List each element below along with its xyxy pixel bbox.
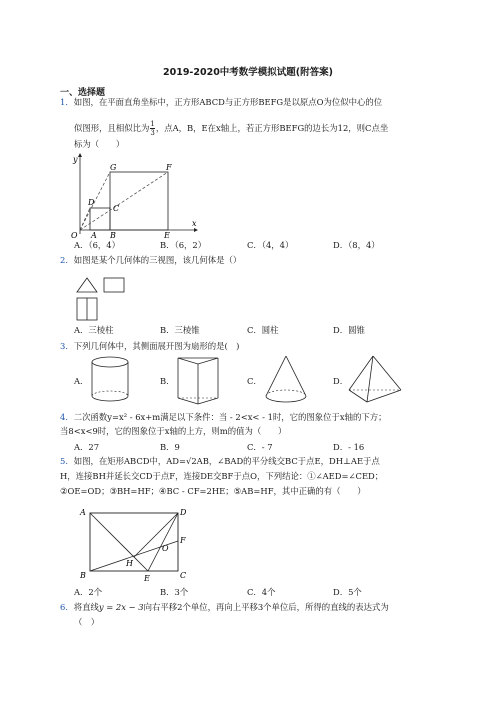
- q3-option-c[interactable]: C．: [247, 376, 262, 386]
- q1-line2: 似图形，且相似比为 $\frac{1}{3}$ ，点A，B，E在x轴上，若正方形BEFG的边长为12，则C点坐: [74, 120, 389, 137]
- q3-option-a[interactable]: A．: [74, 376, 89, 386]
- cone-shape: [262, 352, 310, 408]
- page-title: 2019-2020中考数学模拟试题(附答案): [162, 67, 333, 78]
- q5-option-a[interactable]: A．2个: [74, 587, 103, 597]
- svg-text:B: B: [110, 231, 116, 238]
- q5-option-d[interactable]: D．5个: [333, 587, 362, 597]
- q1-figure: [70, 152, 200, 238]
- q5-number: 5．: [60, 456, 74, 466]
- q4-line1: 4．二次函数y=x² - 6x+m满足以下条件：当 - 2<x< - 1时，它的图象位于x轴的下方；: [60, 412, 387, 422]
- svg-text:G: G: [110, 163, 117, 172]
- q2-option-a[interactable]: A．三棱柱: [74, 325, 114, 335]
- q3-number: 3．: [60, 341, 74, 351]
- q2-number: 2．: [60, 255, 74, 265]
- q2-option-d[interactable]: D．圆锥: [333, 325, 365, 335]
- svg-text:y: y: [73, 155, 78, 164]
- svg-text:E: E: [144, 574, 150, 583]
- q2-line: 2．如图是某个几何体的三视图，该几何体是（）: [60, 255, 242, 265]
- triangular-prism-shape: [174, 352, 222, 408]
- svg-text:x: x: [192, 219, 197, 228]
- q6-number: 6．: [60, 602, 74, 612]
- q4-number: 4．: [60, 412, 74, 422]
- q1-option-c[interactable]: C．（4，4）: [247, 240, 294, 250]
- svg-text:A: A: [80, 508, 86, 517]
- q1-option-d[interactable]: D．（8，4）: [333, 240, 380, 250]
- svg-text:C: C: [180, 571, 187, 580]
- svg-text:C: C: [113, 204, 120, 213]
- pyramid-shape: [345, 352, 405, 408]
- q1-number: 1．: [60, 97, 74, 107]
- cylinder-shape: [88, 354, 132, 406]
- q2-option-c[interactable]: C．圆柱: [247, 325, 279, 335]
- svg-text:A: A: [91, 231, 97, 238]
- q5-line1: 5．如图，在矩形ABCD中，AD=√2AB，∠BAD的平分线交BC于点E，DH⊥AE于点: [60, 456, 380, 466]
- q2-three-views: [74, 274, 134, 322]
- q6-formula: y = 2x − 3: [98, 602, 144, 612]
- q3-line: 3．下列几何体中，其侧面展开图为扇形的是( ): [60, 341, 240, 351]
- q5-option-b[interactable]: B．3个: [160, 587, 189, 597]
- svg-text:H: H: [126, 559, 133, 568]
- q1-line1: 1．如图，在平面直角坐标中，正方形ABCD与正方形BEFG是以原点O为位似中心的位: [60, 97, 383, 107]
- q4-option-c[interactable]: C．- 7: [247, 442, 273, 452]
- section-heading: 一、选择题: [60, 88, 106, 98]
- q1-option-b[interactable]: B．（6，2）: [160, 240, 207, 250]
- q5-line3: ②OE=OD；③BH=HF；④BC - CF=2HE；⑤AB=HF，其中正确的有（ ）: [60, 486, 366, 496]
- q4-option-d[interactable]: D．- 16: [333, 442, 365, 452]
- q5-figure: [76, 505, 192, 583]
- q1-fraction: $\frac{1}{3}$: [150, 120, 155, 137]
- svg-text:B: B: [80, 571, 86, 580]
- svg-text:E: E: [164, 231, 170, 238]
- svg-text:D: D: [88, 198, 95, 207]
- q6-line1: 6．将直线y = 2x − 3向右平移2个单位，再向上平移3个单位后，所得的直线的表达式为: [60, 602, 389, 612]
- q5-line2: H，连接BH并延长交CD于点F，连接DE交BF于点O，下列结论：①∠AED=∠CED；: [60, 471, 384, 481]
- q1-option-a[interactable]: A．（6，4）: [74, 240, 121, 250]
- svg-text:F: F: [166, 163, 172, 172]
- svg-text:O: O: [162, 544, 169, 553]
- svg-text:D: D: [180, 508, 187, 517]
- svg-text:O: O: [71, 231, 78, 238]
- q3-option-b[interactable]: B．: [160, 376, 175, 386]
- q1-line3: 标为（ ）: [74, 139, 125, 149]
- q4-line2: 当8<x<9时，它的图象位于x轴的上方，则m的值为（ ）: [60, 426, 287, 436]
- sqrt-two: √2: [185, 456, 197, 466]
- q3-option-d[interactable]: D．: [333, 376, 349, 386]
- q2-option-b[interactable]: B．三棱锥: [160, 325, 200, 335]
- q4-option-b[interactable]: B．9: [160, 442, 180, 452]
- q4-option-a[interactable]: A．27: [74, 442, 100, 452]
- q5-option-c[interactable]: C．4个: [247, 587, 276, 597]
- q6-line2: （ ）: [74, 617, 100, 627]
- svg-text:F: F: [180, 536, 186, 545]
